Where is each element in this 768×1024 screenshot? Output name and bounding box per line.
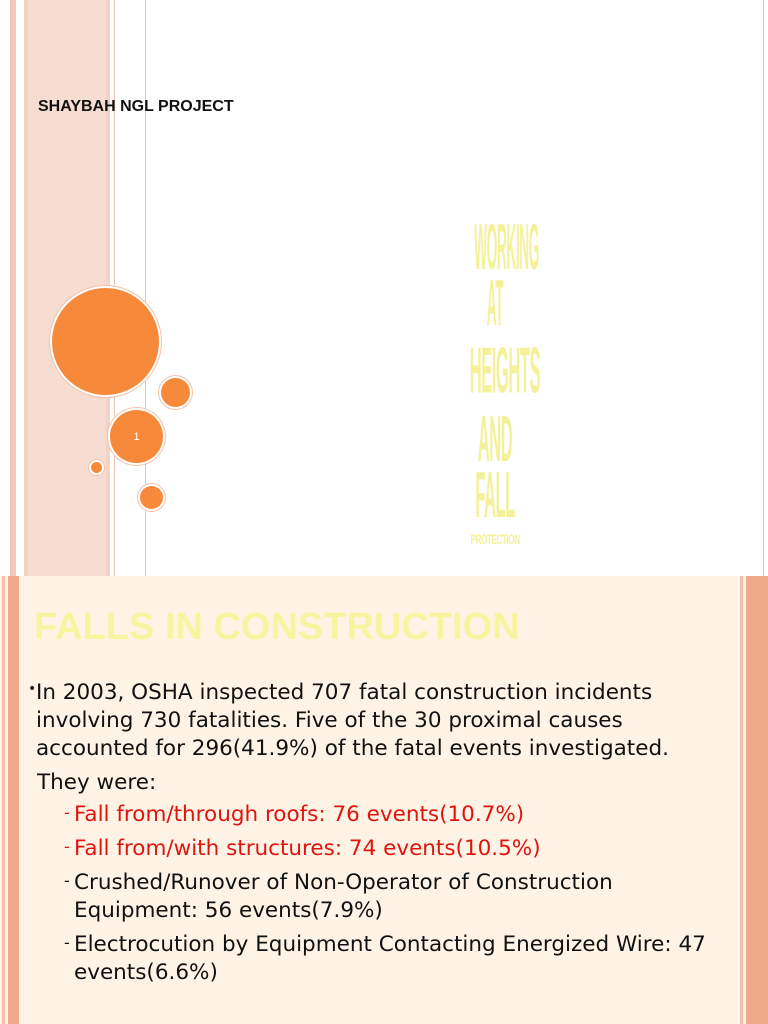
list-item-text: Fall from/with structures: 74 events(10.5%) xyxy=(74,836,541,861)
dash-icon: - xyxy=(64,837,70,856)
list-item-text: Electrocution by Equipment Contacting Energized Wire: 47 events(6.6%) xyxy=(74,932,706,985)
list-item xyxy=(64,801,728,829)
decorative-circle xyxy=(161,378,190,407)
slide-number: 1 xyxy=(133,430,140,443)
bullet-item xyxy=(28,679,728,763)
causes-list xyxy=(64,801,728,987)
slide-title-line: WORKING AT xyxy=(474,209,540,339)
bullet-icon: • xyxy=(28,681,37,697)
slide-number-circle xyxy=(110,410,163,463)
list-intro: They were: xyxy=(37,770,157,795)
dash-icon: - xyxy=(64,803,70,822)
slide-title-line: PROTECTION xyxy=(470,530,520,547)
dash-icon: - xyxy=(64,933,70,952)
slide-title-line: AND FALL xyxy=(475,401,515,531)
list-item-text: Crushed/Runover of Non-Operator of Construction Equipment: 56 events(7.9%) xyxy=(74,870,613,923)
list-item xyxy=(64,835,728,863)
decorative-circle xyxy=(52,288,159,395)
decorative-strip xyxy=(740,576,743,1024)
decorative-strip xyxy=(8,576,19,1024)
slide-body xyxy=(28,679,728,993)
decorative-circle xyxy=(91,462,102,473)
slide-title: FALLS IN CONSTRUCTION xyxy=(34,606,520,648)
slide-title-line: HEIGHTS xyxy=(469,333,541,407)
dash-icon: - xyxy=(64,871,70,890)
slide-2 xyxy=(0,576,768,1024)
bullet-text: In 2003, OSHA inspected 707 fatal construction incidents involving 730 fatalities. Five of the 30 proximal causes accounted for 296(41.9%) of the fatal events investigated. xyxy=(36,680,669,761)
project-title: SHAYBAH NGL PROJECT xyxy=(38,98,234,115)
decorative-circle xyxy=(140,486,163,509)
list-item-text: Fall from/through roofs: 76 events(10.7%) xyxy=(74,802,525,827)
list-item xyxy=(64,869,728,925)
decorative-strip xyxy=(746,576,768,1024)
decorative-strip xyxy=(2,576,5,1024)
decorative-band xyxy=(10,0,16,576)
list-item xyxy=(64,931,728,987)
decorative-line xyxy=(763,0,764,576)
slide-title xyxy=(440,209,550,574)
